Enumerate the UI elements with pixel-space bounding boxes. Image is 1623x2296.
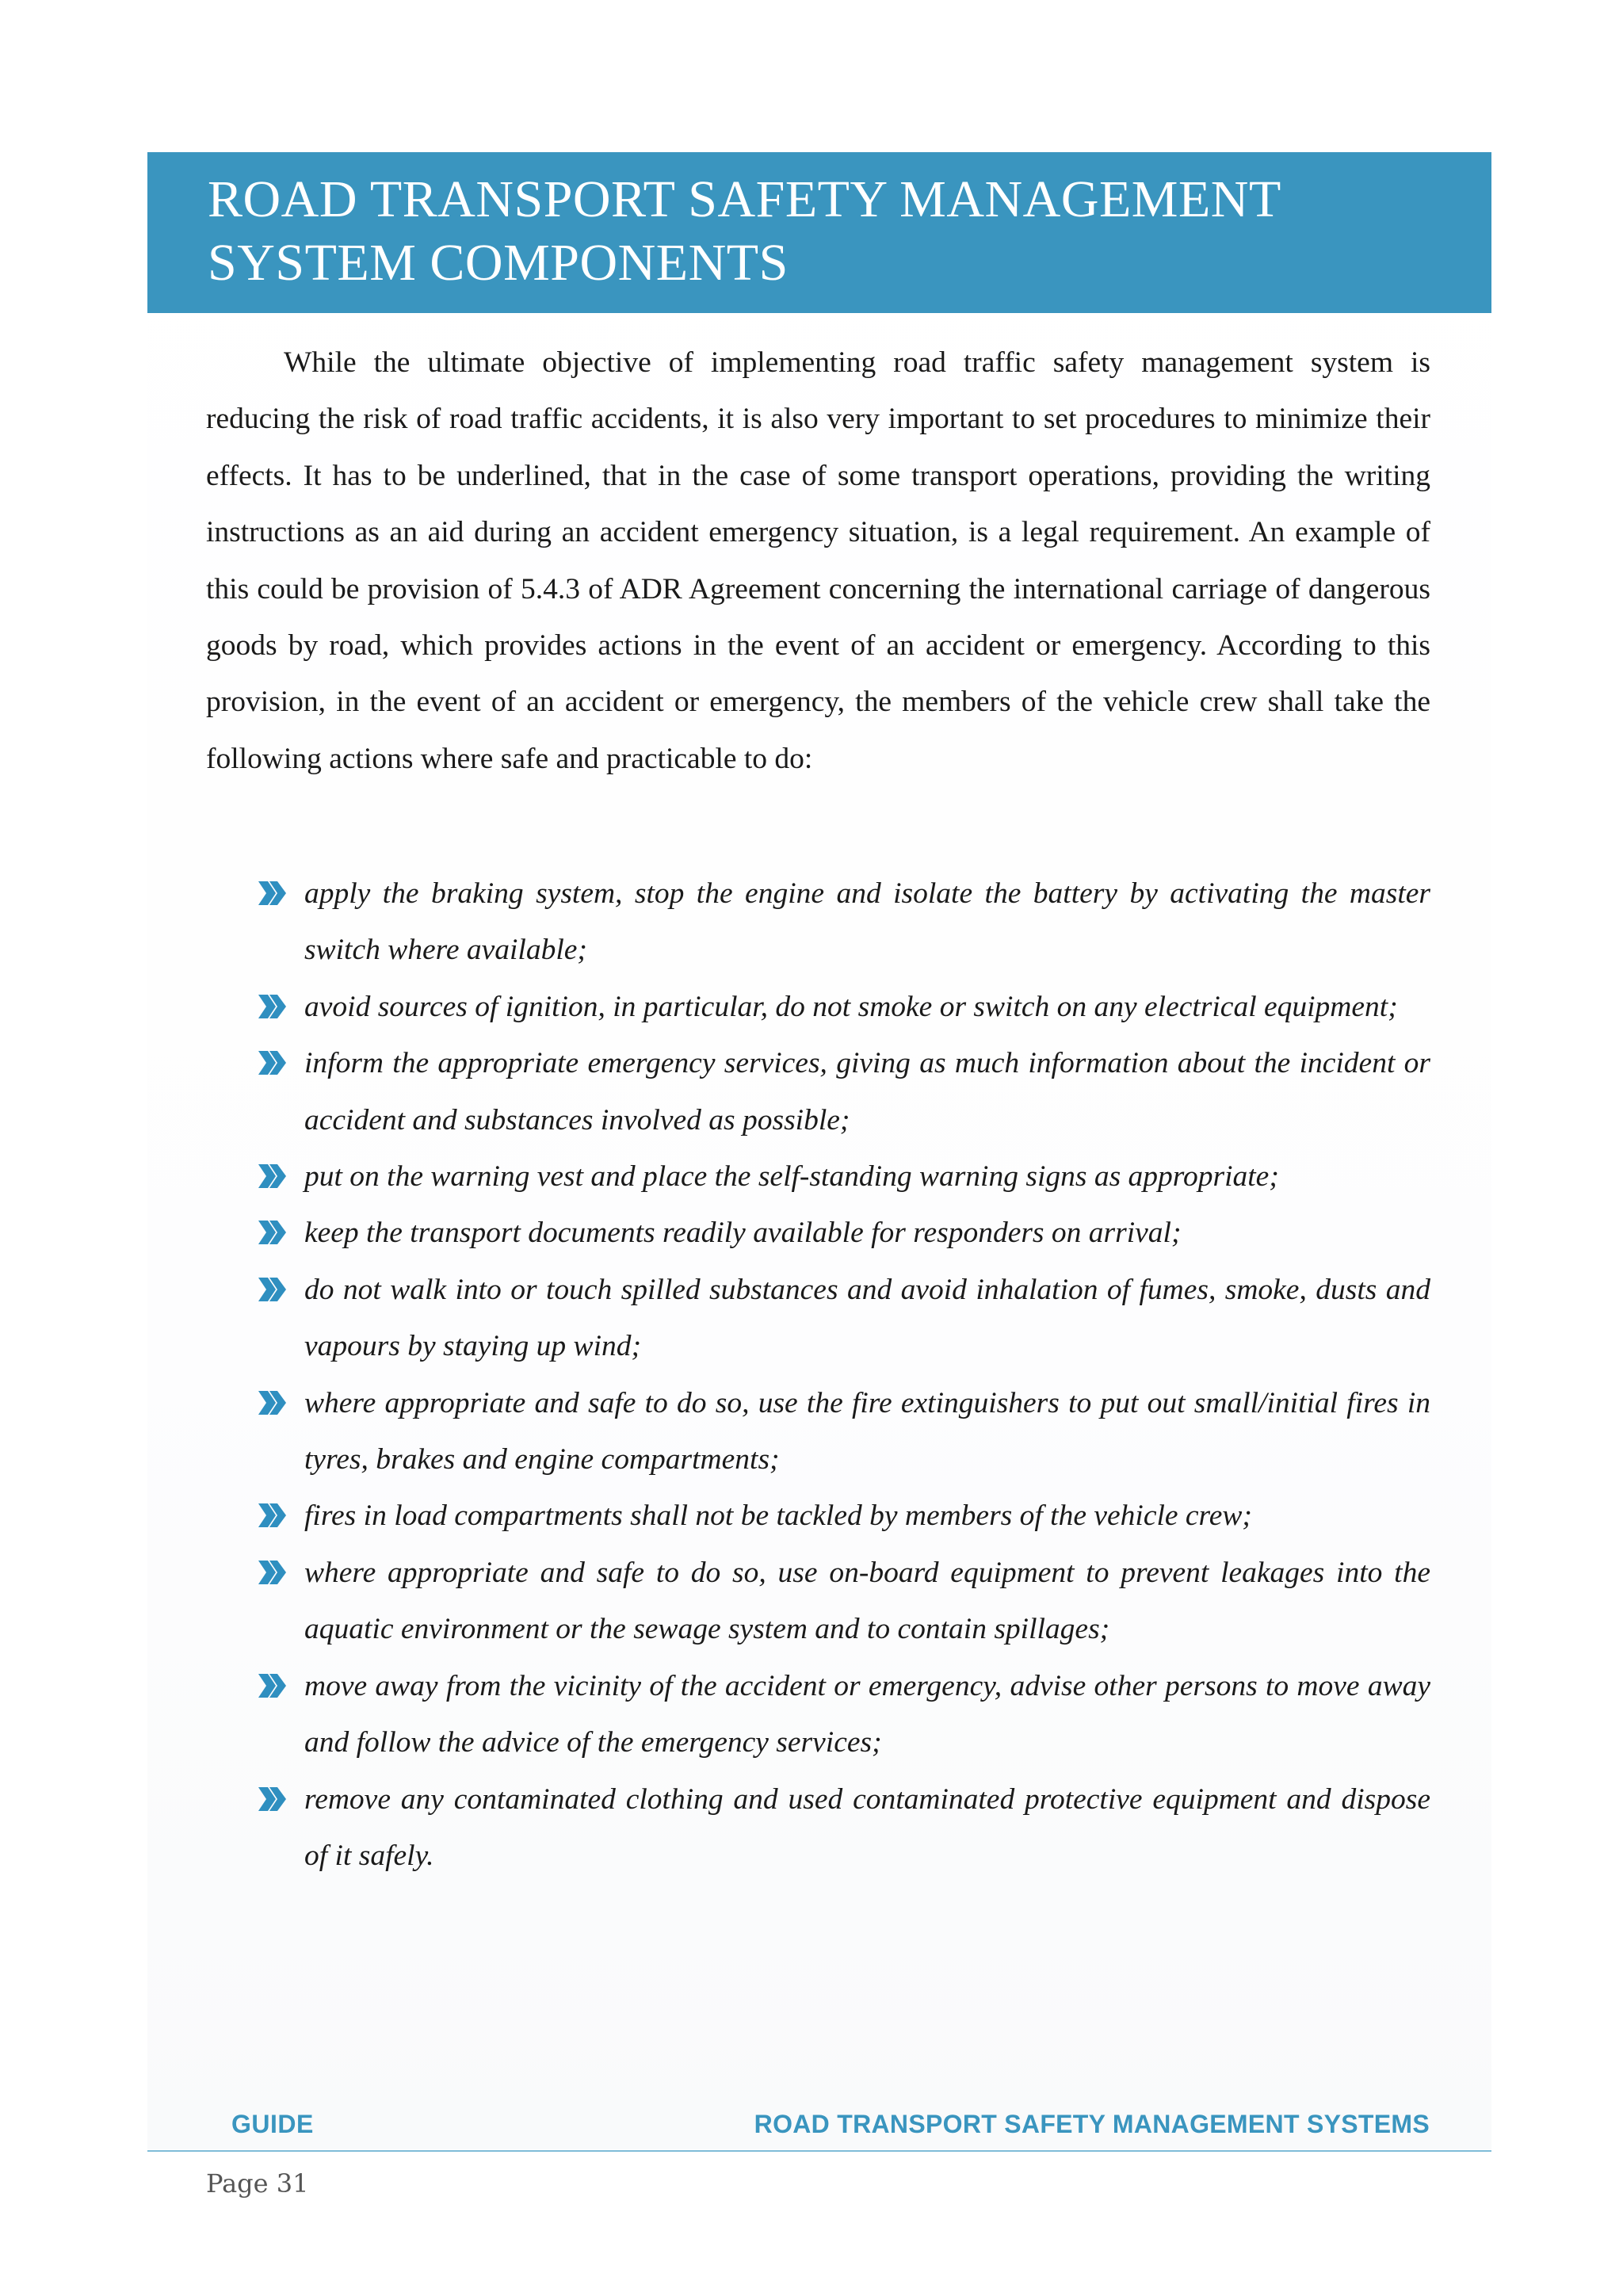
list-item-text: remove any contaminated clothing and used contaminated protective equipment and dispose of it safely.	[304, 1782, 1430, 1872]
list-item-text: avoid sources of ignition, in particular, do not smoke or switch on any electrical equipment;	[304, 990, 1398, 1023]
intro-text: While the ultimate objective of implementing road traffic safety management system is reducing the risk of road traffic accidents, it is also very important to set procedures to minimize their effects. It has to be underlined, that in the case of some transport operations, providing the writing instructions as an aid during an accident emergency situation, is a legal requirement. An example of this could be provision of 5.4.3 of ADR Agreement concerning the international carriage of dangerous goods by road, which provides actions in the event of an accident or emergency. According to this provision, in the event of an accident or emergency, the members of the vehicle crew shall take the following actions where safe and practicable to do:	[206, 346, 1430, 775]
list-item-text: apply the braking system, stop the engine and isolate the battery by activating the master switch where available;	[304, 877, 1430, 967]
double-chevron-right-icon	[257, 1276, 288, 1303]
list-item	[206, 1488, 1430, 1544]
double-chevron-right-icon	[257, 1049, 288, 1076]
list-item	[206, 1148, 1430, 1205]
double-chevron-right-icon	[257, 1163, 288, 1190]
list-item-text: put on the warning vest and place the self-standing warning signs as appropriate;	[304, 1160, 1279, 1194]
list-item	[206, 1545, 1430, 1658]
double-chevron-right-icon	[257, 1389, 288, 1416]
double-chevron-right-icon	[257, 1219, 288, 1246]
list-item-text: where appropriate and safe to do so, use the fire extinguishers to put out small/initial fires in tyres, brakes and engine compartments;	[304, 1386, 1430, 1477]
list-item-text: do not walk into or touch spilled substances and avoid inhalation of fumes, smoke, dusts and vapours by staying up wind;	[304, 1273, 1430, 1363]
list-item	[206, 1035, 1430, 1148]
list-item	[206, 865, 1430, 979]
footer-divider	[147, 2150, 1491, 2152]
double-chevron-right-icon	[257, 1502, 288, 1529]
double-chevron-right-icon	[257, 1786, 288, 1813]
list-item-text: inform the appropriate emergency services, giving as much information about the incident or accident and substances involved as possible;	[304, 1047, 1430, 1137]
page-title-line-2: SYSTEM COMPONENTS	[208, 234, 789, 292]
page-title-line-1: ROAD TRANSPORT SAFETY MANAGEMENT	[208, 170, 1281, 228]
list-item	[206, 979, 1430, 1035]
list-item-text: move away from the vicinity of the accident or emergency, advise other persons to move away and follow the advice of the emergency services;	[304, 1669, 1430, 1759]
list-item	[206, 1375, 1430, 1488]
footer-document-title: ROAD TRANSPORT SAFETY MANAGEMENT SYSTEMS	[754, 2110, 1430, 2138]
page-number: Page 31	[206, 2168, 309, 2199]
double-chevron-right-icon	[257, 1559, 288, 1586]
double-chevron-right-icon	[257, 993, 288, 1020]
list-item-text: fires in load compartments shall not be tackled by members of the vehicle crew;	[304, 1499, 1252, 1533]
title-banner	[147, 152, 1491, 313]
footer-guide-label: GUIDE	[231, 2110, 314, 2138]
intro-paragraph	[206, 334, 1430, 787]
list-item	[206, 1771, 1430, 1885]
list-item-text: keep the transport documents readily available for responders on arrival;	[304, 1217, 1182, 1250]
list-item	[206, 1658, 1430, 1771]
double-chevron-right-icon	[257, 880, 288, 907]
list-item	[206, 1205, 1430, 1261]
action-list	[206, 865, 1430, 1884]
list-item-text: where appropriate and safe to do so, use on-board equipment to prevent leakages into the aquatic environment or the sewage system and to contain spillages;	[304, 1556, 1430, 1646]
list-item	[206, 1262, 1430, 1375]
double-chevron-right-icon	[257, 1672, 288, 1699]
